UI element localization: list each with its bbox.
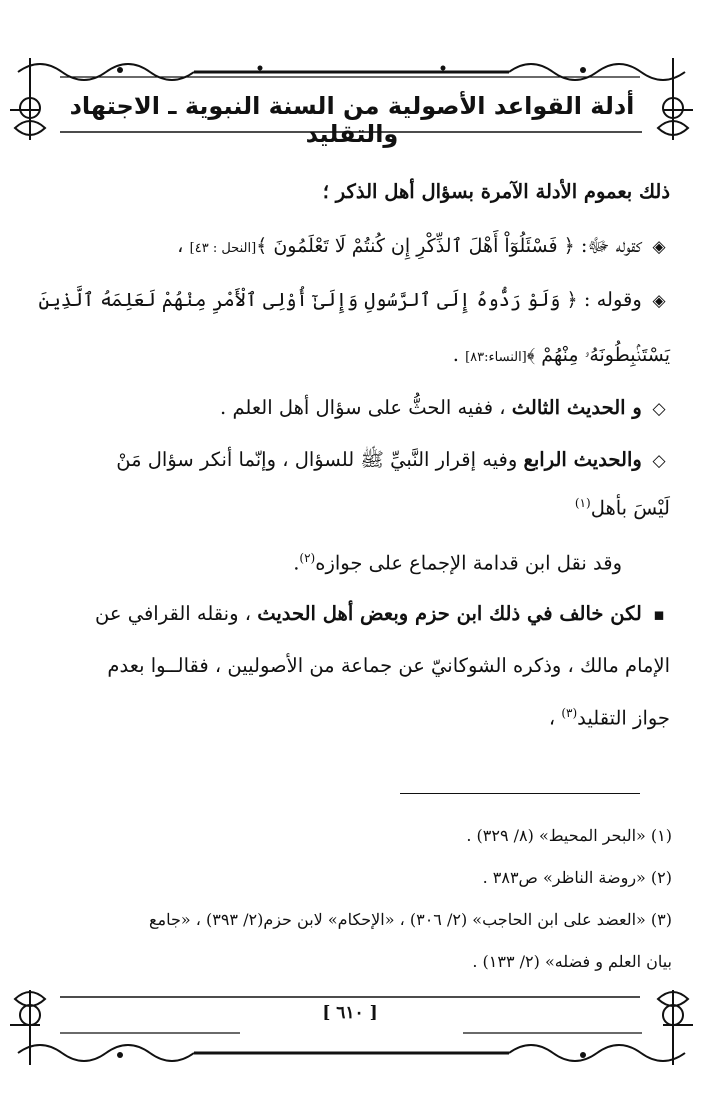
paragraph-item-2: [39, 288, 671, 311]
item5-text-line3: جواز التقليد: [577, 706, 670, 730]
ijma-text: وقد نقل ابن قدامة الإجماع على جوازه: [315, 551, 622, 575]
paragraph-item-5-line3: جواز التقليد$^{(٣)}$ ،: [548, 706, 670, 730]
footnote-marker-2: (٢): [299, 551, 316, 565]
paragraph-item-5-line2: [107, 654, 670, 677]
item5-bold: لكن خالف في ذلك ابن حزم وبعض أهل الحديث: [257, 602, 642, 625]
page-header-title: أدلة القواعد الأصولية من السنة النبوية ـ الاجتهاد والتقليد: [69, 92, 635, 148]
item3-text: ، ففيه الحثُّ على سؤال أهل العلم .: [220, 396, 512, 419]
item2-lead: وقوله :: [583, 288, 642, 311]
hollow-diamond-bullet-icon: ◇: [652, 451, 666, 471]
quran-quote-1: ﴿ فَسْئَلُوٓاْ أَهْلَ ٱلذِّكْرِ إِن كُنتُمْ لَا تَعْلَمُونَ ﴾: [256, 235, 575, 257]
item3-bold: و الحديث الثالث: [511, 396, 642, 419]
intro-line: ذلك بعموم الأدلة الآمرة بسؤال أهل الذكر ؛: [322, 180, 670, 203]
paragraph-item-5: [95, 602, 670, 625]
item4-text-line1: وفيه إقرار النَّبيِّ ﷺ للسؤال ، وإنّما أنكر سؤال مَنْ: [116, 448, 524, 471]
quran-ref-2: [النساء:٨٣]: [465, 350, 527, 365]
paragraph-item-1: ◈ كقوله ﷻ: ﴿ فَسْئَلُوٓاْ أَهْلَ ٱلذِّكْرِ إِن كُنتُمْ لَا تَعْلَمُونَ ﴾[النحل : ٤٣] ،: [177, 234, 670, 262]
ijma-line: وقد نقل ابن قدامة الإجماع على جوازه$^{(٢)}$.: [293, 551, 622, 575]
item4-bold: والحديث الرابع: [523, 448, 642, 471]
paragraph-item-2-cont: يَسْتَنۢبِطُونَهُۥ مِنْهُمْ ﴾[النساء:٨٣] .: [452, 343, 670, 366]
quran-quote-2-line2: يَسْتَنۢبِطُونَهُۥ مِنْهُمْ ﴾: [526, 344, 670, 366]
footnote-3-cont: بيان العلم و فضله» (٢/ ١٣٣) .: [472, 952, 672, 971]
diamond-bullet-icon: ◈: [652, 237, 666, 257]
quran-quote-2-line1: ﴿ وَلَوْ رَدُّوهُ إِلَى ٱلرَّسُولِ وَإِلَىٰٓ أُوْلِى ٱلْأَمْرِ مِنْهُمْ لَعَلِمَهُ ٱلَّذِينَ: [38, 289, 578, 311]
page-number: [ ٦١٠ ]: [322, 1003, 378, 1023]
paragraph-item-4-cont: [575, 496, 670, 520]
footnote-2: (٢) «روضة الناظر» ص٣٨٣ .: [482, 868, 672, 887]
footnote-3: (٣) «العضد على ابن الحاجب» (٢/ ٣٠٦) ، «الإحكام» لابن حزم(٢/ ٣٩٣) ، «جامع: [149, 910, 672, 929]
footnote-1: (١) «البحر المحيط» (٨/ ٣٢٩) .: [466, 826, 672, 845]
item4-text-line2: لَيْسَ بأهل: [590, 496, 670, 520]
hollow-diamond-bullet-icon: ◇: [652, 399, 666, 419]
footnote-marker-3: (٣): [561, 706, 578, 720]
square-bullet-icon: ▪: [653, 605, 665, 625]
paragraph-item-3: [220, 396, 670, 419]
footnote-marker-1: (١): [574, 496, 591, 510]
quran-ref-1: [النحل : ٤٣]: [189, 241, 257, 256]
footnote-divider: [400, 793, 640, 794]
item5-text-line1: ، ونقله القرافي عن: [95, 602, 258, 625]
diamond-bullet-icon: ◈: [652, 291, 666, 311]
item1-lead: كقوله ﷻ:: [580, 234, 642, 257]
item5-text-line2: الإمام مالك ، وذكره الشوكانيّ عن جماعة من الأصوليين ، فقالــوا بعدم: [107, 654, 670, 677]
paragraph-item-4: [116, 448, 670, 476]
bottom-ornament-border: [0, 985, 703, 1095]
